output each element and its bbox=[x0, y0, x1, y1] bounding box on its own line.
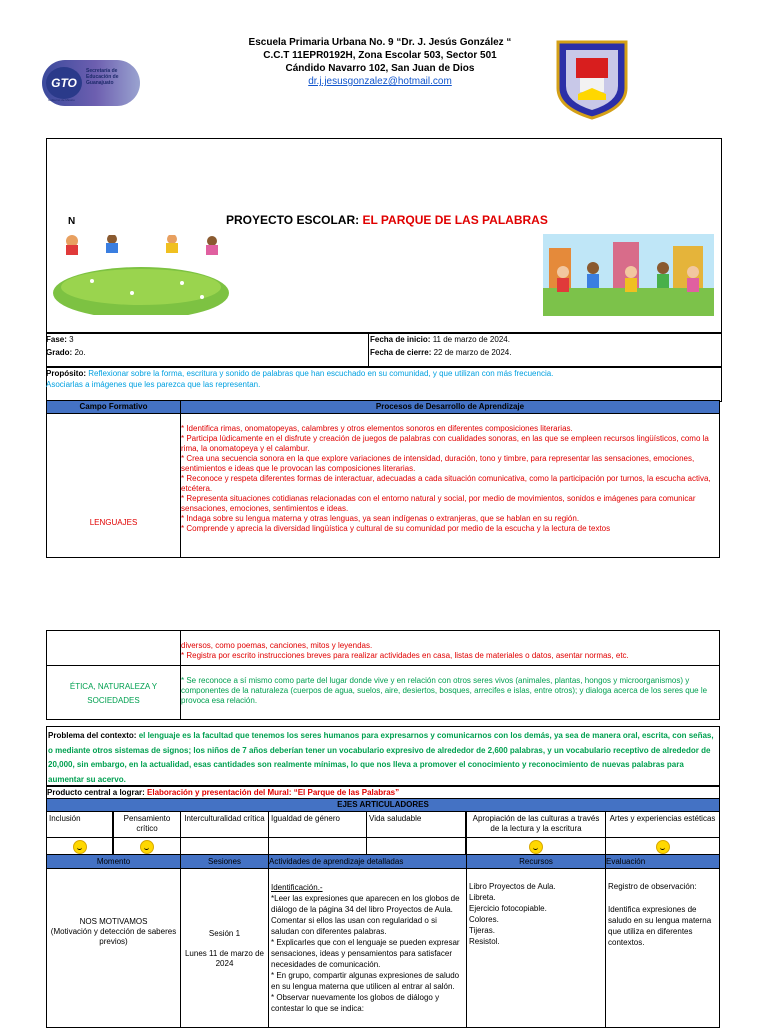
smiley-icon bbox=[140, 840, 154, 854]
school-address: Cándido Navarro 102, San Juan de Dios bbox=[285, 63, 475, 74]
evaluacion-cell bbox=[605, 868, 720, 1028]
proposito-label: Propósito: bbox=[46, 369, 86, 378]
grado-row bbox=[46, 348, 86, 357]
eje-mark-cell bbox=[466, 837, 606, 855]
eje-header: Apropiación de las culturas a través de la lectura y la escritura bbox=[466, 811, 606, 838]
gto-logo-sub: Gobierno de México bbox=[48, 98, 75, 102]
proceso-item: * Participa lúdicamente en el disfrute y creación de juegos de palabras con cualidades sonoras, en las que se empleen recursos lingüísticos, como la rima, la onomatopeya y el calambur. bbox=[181, 434, 709, 453]
project-title-prefix: PROYECTO ESCOLAR: bbox=[226, 213, 360, 227]
etica-text: * Se reconoce a sí mismo como parte del lugar donde vive y en relación con otros seres vivos (animales, plantas, hongos y microorganismos) y componentes de la naturaleza (cuerpos de agua, suelos, aire, desiertos, bosques, arrecifes e islas, entre otros); y dialoga acerca de los seres que le provoca esa relación. bbox=[180, 665, 720, 720]
problema-block bbox=[46, 726, 720, 786]
school-header bbox=[200, 36, 560, 88]
campo-etica: ÉTICA, NATURALEZA Y SOCIEDADES bbox=[46, 665, 181, 720]
actividades-cell bbox=[268, 868, 467, 1028]
proposito-text: Reflexionar sobre la forma, escritura y sonido de palabras que han escuchado en su comunidad, y que utilizan con más frecuencia. bbox=[88, 369, 554, 378]
momento-title: NOS MOTIVAMOS bbox=[79, 917, 148, 926]
eje-header: Igualdad de género bbox=[268, 811, 367, 838]
evaluacion-text: Identifica expresiones de saludo en su lengua materna que utiliza en diferentes contextos. bbox=[608, 905, 712, 947]
eje-header: Inclusión bbox=[46, 811, 113, 838]
problema-text: el lenguaje es la facultad que tenemos los seres humanos para expresarnos y comunicarnos con los demás, ya sea de manera oral, escrita, con señas, o mediante otros sistemas de signos; los niños de 7 años deberían tener un vocabulario expresivo de alrededor de 2,600 palabras, y un vocabulario receptivo de alrededor de 20,000, sin embargo, en la actualidad, esas cantidades son realmente mínimas, lo que nos lleva a promover el conocimiento y reconocimiento de nuevas palabras para aumentar su acervo. bbox=[48, 731, 714, 784]
cierre-value: 22 de marzo de 2024. bbox=[433, 348, 512, 357]
gto-logo-caption: Secretaría de Educación de Guanajuato bbox=[86, 68, 119, 86]
sesion-title: Sesión 1 bbox=[208, 929, 241, 938]
grado-value: 2o. bbox=[74, 348, 86, 357]
gto-logo-mark: GTO bbox=[46, 67, 82, 99]
actividades-title: Identificación.- bbox=[271, 883, 323, 892]
eje-header: Pensamiento crítico bbox=[113, 811, 181, 838]
procesos-header: Procesos de Desarrollo de Aprendizaje bbox=[180, 400, 720, 414]
proceso-item: * Indaga sobre su lengua materna y otras lenguas, ya sean indígenas o extranjeras, que se hablan en su región. bbox=[181, 514, 580, 523]
inicio-label: Fecha de inicio: bbox=[370, 335, 431, 344]
eje-mark-cell bbox=[605, 837, 720, 855]
procesos-cont-2: * Registra por escrito instrucciones breves para realizar actividades en casa, listas de materiales o datos, asentar normas, etc. bbox=[181, 651, 629, 660]
problema-label: Problema del contexto: bbox=[48, 731, 137, 740]
eje-header: Vida saludable bbox=[366, 811, 466, 838]
info-divider bbox=[368, 332, 369, 366]
grado-label: Grado: bbox=[46, 348, 73, 357]
campo-cell bbox=[46, 413, 181, 558]
eje-mark-cell bbox=[366, 837, 466, 855]
eje-header: Interculturalidad crítica bbox=[180, 811, 269, 838]
gto-logo bbox=[42, 60, 140, 106]
school-shield-icon bbox=[554, 38, 630, 120]
procesos-cont-cell bbox=[180, 630, 720, 666]
plan-header: Evaluación bbox=[605, 854, 720, 869]
procesos-cont-1: diversos, como poemas, canciones, mitos y leyendas. bbox=[181, 641, 373, 650]
proceso-item: * Identifica rimas, onomatopeyas, calambres y otros elementos sonoros en diferentes composiciones literarias. bbox=[181, 424, 573, 433]
proposito-row bbox=[46, 368, 716, 390]
project-title-name: EL PARQUE DE LAS PALABRAS bbox=[362, 213, 548, 227]
sesion-spacer bbox=[181, 939, 268, 949]
campo-header: Campo Formativo bbox=[46, 400, 181, 414]
smiley-icon bbox=[656, 840, 670, 854]
inicio-value: 11 de marzo de 2024. bbox=[432, 335, 510, 344]
sesion-date: Lunes 11 de marzo de 2024 bbox=[184, 949, 264, 968]
momento-sub: (Motivación y detección de saberes previos) bbox=[50, 927, 177, 946]
campo-lenguajes: LENGUAJES bbox=[89, 518, 138, 527]
inicio-row bbox=[370, 335, 510, 344]
proceso-item: * Reconoce y respeta diferentes formas de interactuar, adecuadas a cada situación comunicativa, como la participación por turnos, la escucha activa, etcétera. bbox=[181, 474, 711, 493]
eje-mark-cell bbox=[46, 837, 113, 855]
eje-mark-cell bbox=[268, 837, 367, 855]
kids-jumping-illustration-icon bbox=[52, 235, 230, 315]
school-cct: C.C.T 11EPR0192H, Zona Escolar 503, Sector 501 bbox=[263, 50, 497, 61]
kids-park-illustration-icon bbox=[543, 234, 714, 316]
recursos-cell: Libro Proyectos de Aula. Libreta. Ejercicio fotocopiable. Colores. Tijeras. Resistol. bbox=[466, 868, 606, 1028]
school-name: Escuela Primaria Urbana No. 9 “Dr. J. Jesús González “ bbox=[248, 37, 512, 48]
eje-mark-cell bbox=[113, 837, 181, 855]
momento-cell bbox=[46, 868, 181, 1028]
fase-label: Fase: bbox=[46, 335, 67, 344]
procesos-list bbox=[181, 424, 717, 534]
plan-header: Momento bbox=[46, 854, 181, 869]
sesion-cell bbox=[180, 868, 269, 1028]
proceso-item: * Representa situaciones cotidianas relacionadas con el entorno natural y social, por medio de movimientos, sonidos e imágenes para comunicar sensaciones, emociones, sentimientos e ideas. bbox=[181, 494, 696, 513]
project-title bbox=[226, 213, 548, 227]
proposito-text-2: Asociarlas a imágenes que les parezca que las representan. bbox=[46, 380, 261, 389]
procesos-cell bbox=[180, 413, 720, 558]
plan-header: Recursos bbox=[466, 854, 606, 869]
producto-label: Producto central a lograr: bbox=[47, 788, 145, 797]
ejes-title: EJES ARTICULADORES bbox=[46, 798, 720, 812]
proceso-item: * Comprende y aprecia la diversidad lingüística y cultural de su comunidad por medio de la escucha y la lectura de textos bbox=[181, 524, 611, 533]
eje-header: Artes y experiencias estéticas bbox=[605, 811, 720, 838]
eje-mark-cell bbox=[180, 837, 269, 855]
cierre-row bbox=[370, 348, 511, 357]
smiley-icon bbox=[529, 840, 543, 854]
campo-cont-cell bbox=[46, 630, 181, 666]
producto-text: Elaboración y presentación del Mural: “El Parque de las Palabras” bbox=[144, 788, 400, 797]
cierre-label: Fecha de cierre: bbox=[370, 348, 432, 357]
evaluacion-spacer bbox=[608, 892, 717, 904]
plan-header: Sesiones bbox=[180, 854, 269, 869]
smiley-icon bbox=[73, 840, 87, 854]
fase-row bbox=[46, 335, 74, 344]
evaluacion-registro: Registro de observación: bbox=[608, 882, 697, 891]
school-email-link[interactable]: dr.j.jesusgonzalez@hotmail.com bbox=[308, 76, 452, 87]
fase-value: 3 bbox=[69, 335, 74, 344]
actividades-text: *Leer las expresiones que aparecen en los globos de diálogo de la página 34 del libro Proyectos de Aula. Comentar si ellos las usan con regularidad o si saludan con diferentes palabras. * Explicarles que con el lenguaje se pueden expresar sensaciones, ideas y pensamientos para satisfacer necesidades de comunicación. * En grupo, compartir algunas expresiones de saludo en su lengua materna que utilicen al entrar al salón. * Observar nuevamente los globos de diálogo y contestar lo que se indica: bbox=[271, 894, 460, 1013]
proceso-item: * Crea una secuencia sonora en la que explore variaciones de intensidad, duración, tono y timbre, para representar las sensaciones, emociones, sentimientos e ideas que le provocan las composiciones literarias. bbox=[181, 454, 695, 473]
plan-header: Actividades de aprendizaje detalladas bbox=[268, 854, 467, 869]
project-letter: N bbox=[68, 216, 76, 227]
